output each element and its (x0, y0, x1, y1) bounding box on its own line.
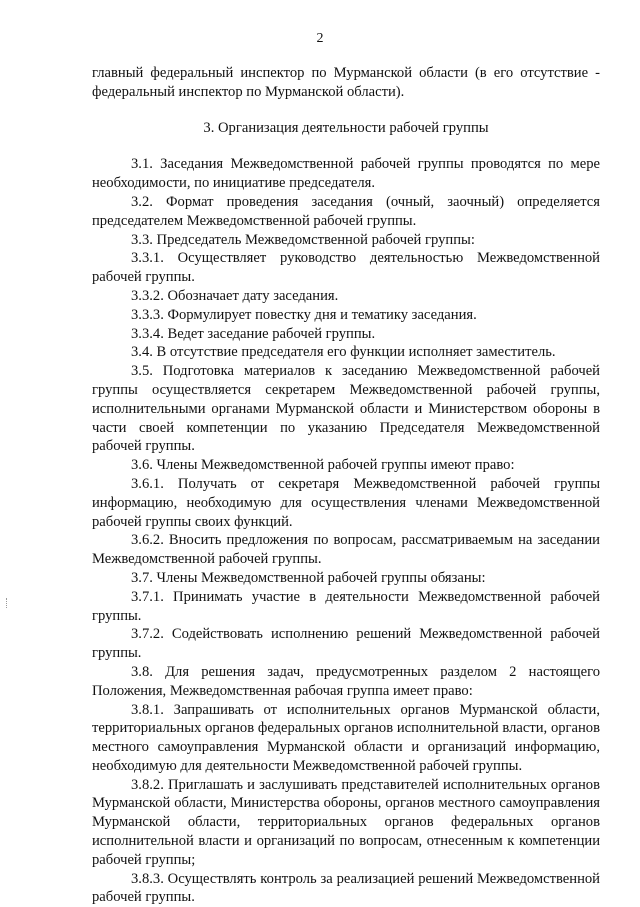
section-heading: 3. Организация деятельности рабочей группы (203, 119, 489, 136)
paragraph-3-8-3: 3.8.3. Осуществлять контроль за реализацией решений Межведомственной рабочей группы. (92, 870, 600, 906)
paragraph-3-6-2: 3.6.2. Вносить предложения по вопросам, рассматриваемым на заседании Межведомственной рабочей группы. (92, 532, 600, 568)
paragraph-3-6: 3.6. Члены Межведомственной рабочей группы имеют право: (131, 457, 515, 474)
paragraph-3-7-2: 3.7.2. Содействовать исполнению решений Межведомственной рабочей группы. (92, 626, 600, 662)
paragraph-3-7-1: 3.7.1. Принимать участие в деятельности Межведомственной рабочей группы. (92, 588, 600, 624)
paragraph-3-7: 3.7. Члены Межведомственной рабочей группы обязаны: (131, 569, 486, 586)
paragraph-3-4: 3.4. В отсутствие председателя его функции исполняет заместитель. (131, 344, 556, 361)
scan-margin-mark (6, 598, 8, 608)
paragraph-3-8-1: 3.8.1. Запрашивать от исполнительных органов Мурманской области, территориальных органов федеральных органов исполнительной власти, органов местного самоуправления Мурманской области и организаций информацию, необходимую для деятельности Межведомственной рабочей группы. (92, 701, 600, 774)
paragraph-3-3: 3.3. Председатель Межведомственной рабочей группы: (131, 231, 475, 248)
paragraph-3-3-3: 3.3.3. Формулирует повестку дня и тематику заседания. (131, 306, 477, 323)
paragraph-3-8-2: 3.8.2. Приглашать и заслушивать представителей исполнительных органов Мурманской области, Министерства обороны, органов местного самоуправления Мурманской области, территориальных органов федеральных органов исполнительной власти и организаций по вопросам, отнесенным к компетенции рабочей группы; (92, 776, 600, 868)
document-body (92, 64, 600, 907)
paragraph-3-3-2: 3.3.2. Обозначает дату заседания. (131, 287, 339, 304)
paragraph-3-3-1: 3.3.1. Осуществляет руководство деятельностью Межведомственной рабочей группы. (92, 250, 600, 286)
intro-paragraph: главный федеральный инспектор по Мурманской области (в его отсутствие - федеральный инспектор по Мурманской области). (92, 65, 600, 100)
paragraph-3-3-4: 3.3.4. Ведет заседание рабочей группы. (131, 325, 376, 342)
paragraph-3-8: 3.8. Для решения задач, предусмотренных разделом 2 настоящего Положения, Межведомственная рабочая группа имеет право: (92, 663, 600, 699)
paragraph-3-6-1: 3.6.1. Получать от секретаря Межведомственной рабочей группы информацию, необходимую для осуществления членами Межведомственной рабочей группы своих функций. (92, 475, 600, 530)
paragraph-3-5: 3.5. Подготовка материалов к заседанию Межведомственной рабочей группы осуществляется секретарем Межведомственной рабочей группы, исполнительными органами Мурманской области и Министерством обороны в части своей компетенции по указанию Председателя Межведомственной рабочей группы. (92, 363, 600, 455)
paragraph-3-1: 3.1. Заседания Межведомственной рабочей группы проводятся по мере необходимости, по инициативе председателя. (92, 156, 600, 192)
page-number: 2 (316, 31, 324, 46)
paragraph-3-2: 3.2. Формат проведения заседания (очный, заочный) определяется председателем Межведомственной рабочей группы. (92, 193, 600, 229)
